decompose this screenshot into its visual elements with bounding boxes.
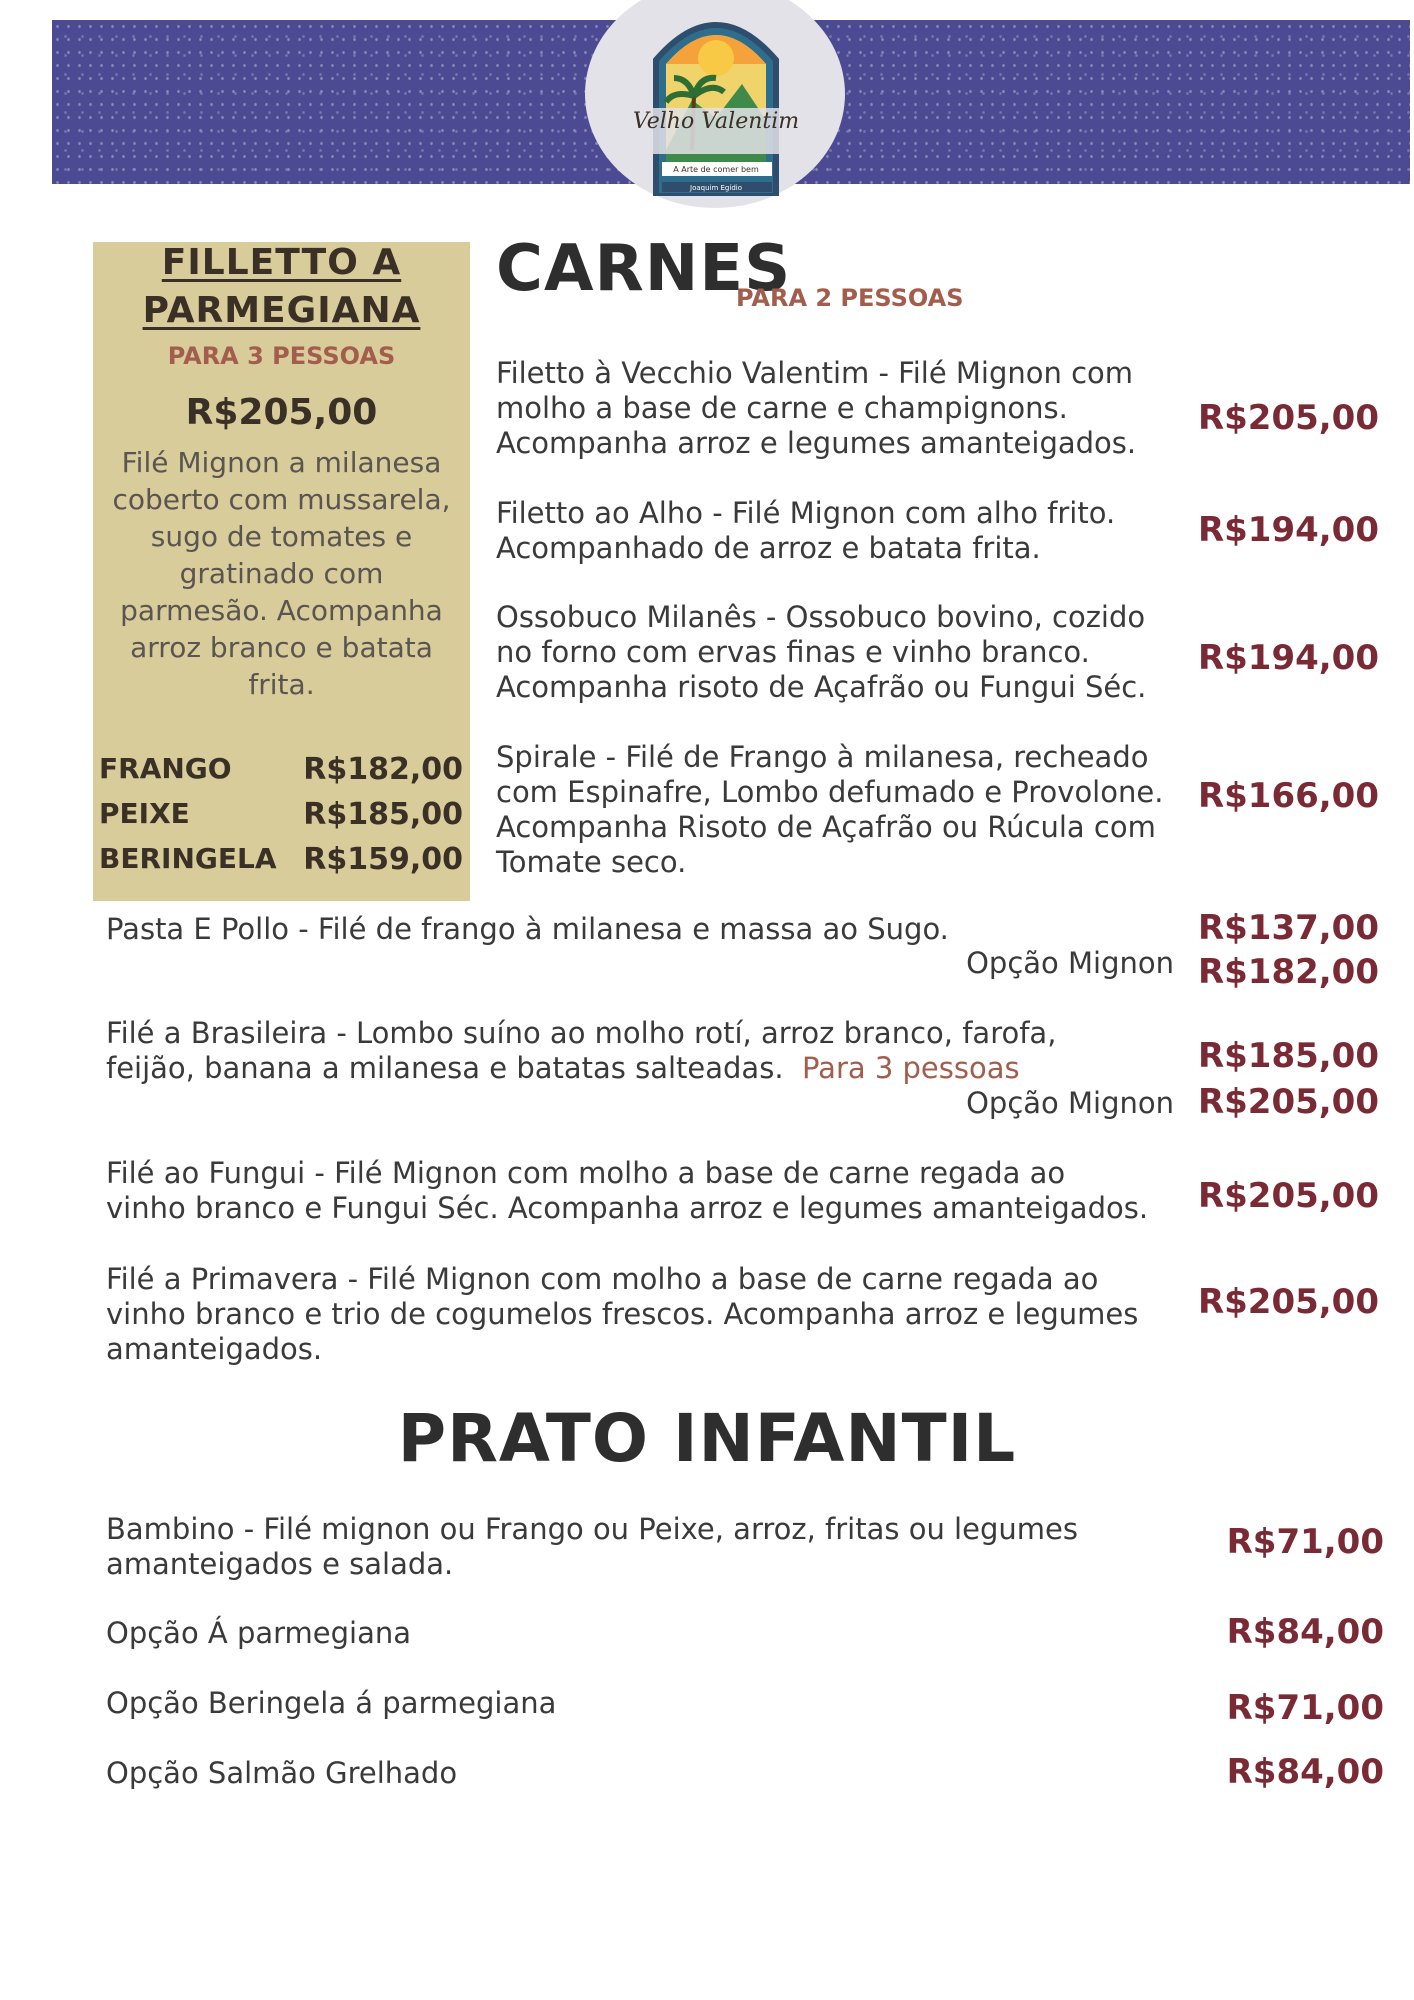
promo-desc-line: coberto com mussarela, [112,483,451,516]
item-line: Opção Beringela á parmegiana [106,1686,557,1720]
menu-item-description [106,1686,556,1721]
item-price: R$205,00 [1197,1176,1379,1216]
item-line: amanteigados. [106,1332,323,1366]
promo-desc-line: arroz branco e batata [130,631,433,664]
item-line: Filé a Brasileira - Lombo suíno ao molho rotí, arroz branco, farofa, [106,1016,1057,1050]
menu-item-description [106,912,949,947]
variant-name: BERINGELA [99,842,277,875]
promo-description [103,444,460,703]
item-price: R$166,00 [1197,776,1379,816]
promo-desc-line: gratinado com [179,557,384,590]
promo-desc-line: parmesão. Acompanha [120,594,443,627]
menu-item-description [106,1756,457,1791]
carnes-subtitle: PARA 2 PESSOAS [736,284,964,312]
promo-variant-row [99,842,463,875]
menu-item-description [496,740,1163,880]
item-line: Opção Salmão Grelhado [106,1756,458,1790]
variant-name: FRANGO [99,752,232,785]
item-line: amanteigados e salada. [106,1547,454,1581]
item-price: R$137,00 [1197,908,1379,948]
item-line: feijão, banana a milanesa e batatas salteadas. [106,1051,784,1085]
section-title-carnes: CARNES [496,232,792,306]
logo-location: Joaquim Egídio [690,184,742,192]
promo-subtitle: PARA 3 PESSOAS [167,342,396,370]
item-price: R$205,00 [1197,1282,1379,1322]
promo-box [93,242,470,901]
item-line: Spirale - Filé de Frango à milanesa, recheado [496,740,1149,774]
item-line: no forno com ervas finas e vinho branco. [496,635,1090,669]
logo-tagline: A Arte de comer bem [673,165,759,174]
item-line: Filé ao Fungui - Filé Mignon com molho a base de carne regada ao [106,1156,1066,1190]
item-line: vinho branco e Fungui Séc. Acompanha arroz e legumes amanteigados. [106,1191,1149,1225]
item-line: Ossobuco Milanês - Ossobuco bovino, cozido [496,600,1146,634]
item-line: vinho branco e trio de cogumelos frescos. Acompanha arroz e legumes [106,1297,1139,1331]
promo-desc-line: sugo de tomates e [150,520,413,553]
option-label: Opção Mignon [966,946,1174,980]
logo-text-velho: Velho Valentim [632,109,800,134]
option-label: Opção Mignon [966,1086,1174,1120]
menu-item-description [106,1616,411,1651]
item-price: R$71,00 [1226,1688,1384,1728]
item-line: com Espinafre, Lombo defumado e Provolone. [496,775,1164,809]
variant-price: R$185,00 [303,797,463,832]
item-line: Bambino - Filé mignon ou Frango ou Peixe, arroz, fritas ou legumes [106,1512,1078,1546]
item-price: R$205,00 [1197,398,1379,438]
item-line: Filetto à Vecchio Valentim - Filé Mignon com [496,356,1134,390]
promo-price: R$205,00 [185,392,378,433]
item-price: R$84,00 [1226,1752,1384,1792]
item-price: R$185,00 [1197,1036,1379,1076]
menu-item-description [496,600,1146,705]
promo-title-line2: PARMEGIANA [142,290,421,331]
menu-item-description [106,1016,1056,1086]
promo-desc-line: frita. [248,668,315,701]
menu-item-description [106,1512,1078,1582]
promo-desc-line: Filé Mignon a milanesa [121,446,442,479]
item-price: R$194,00 [1197,638,1379,678]
item-price: R$194,00 [1197,510,1379,550]
item-line: Tomate seco. [496,845,687,879]
menu-item-description [496,356,1136,461]
variant-name: PEIXE [99,797,190,830]
menu-item-description [106,1262,1138,1367]
variant-price: R$182,00 [303,752,463,787]
option-price: R$182,00 [1197,952,1379,992]
item-line: Opção Á parmegiana [106,1616,412,1650]
promo-variant-row [99,797,463,830]
promo-title-line1: FILLETTO A [161,242,402,283]
option-price: R$205,00 [1197,1082,1379,1122]
item-price: R$71,00 [1226,1522,1384,1562]
item-line: Acompanha arroz e legumes amanteigados. [496,426,1137,460]
section-title-infantil: PRATO INFANTIL [397,1400,1017,1477]
promo-variant-row [99,752,463,785]
item-line: Acompanhado de arroz e batata frita. [496,531,1041,565]
item-price: R$84,00 [1226,1612,1384,1652]
item-line: Filetto ao Alho - Filé Mignon com alho frito. [496,496,1116,530]
item-line: Acompanha risoto de Açafrão ou Fungui Séc. [496,670,1147,704]
item-line: Pasta E Pollo - Filé de frango à milanesa e massa ao Sugo. [106,912,949,946]
item-line: Acompanha Risoto de Açafrão ou Rúcula com [496,810,1156,844]
serving-note: Para 3 pessoas [801,1051,1020,1085]
menu-item-description [496,496,1115,566]
item-line: Filé a Primavera - Filé Mignon com molho a base de carne regada ao [106,1262,1099,1296]
variant-price: R$159,00 [303,842,463,877]
restaurant-logo [632,0,800,196]
item-line: molho a base de carne e champignons. [496,391,1068,425]
menu-item-description [106,1156,1148,1226]
